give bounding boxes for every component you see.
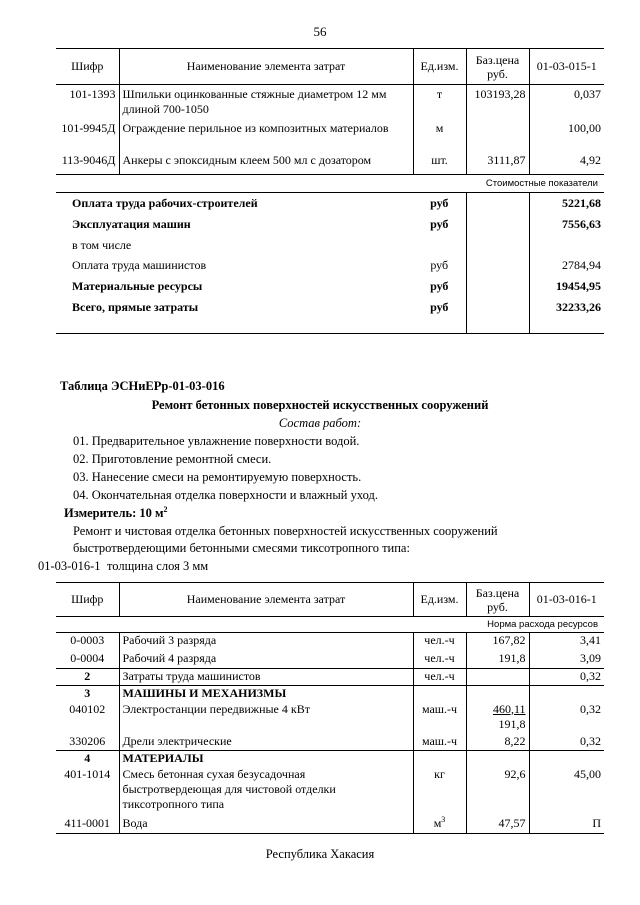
row-name: Рабочий 3 разряда [119, 633, 413, 651]
norm-label: Норма расхода ресурсов [56, 617, 604, 633]
section-title: Ремонт бетонных поверхностей искусственных сооружений [151, 398, 489, 412]
cost-unit [413, 235, 466, 255]
cost-name: в том числе [72, 237, 132, 252]
norm-label-row [56, 617, 604, 633]
resource-table-1 [56, 48, 604, 334]
table-row [56, 686, 604, 702]
cost-unit: руб [430, 278, 449, 293]
row-unit: маш.-ч [413, 702, 466, 734]
row-price-secondary: 191,8 [498, 716, 526, 731]
row-name: Шпильки оцинкованные стяжные диаметром 12 мм длиной 700-1050 [119, 85, 413, 121]
row-name: Дрели электрические [119, 734, 413, 751]
row-norm: 45,00 [529, 767, 604, 816]
header-norm-code: 01-03-015-1 [529, 49, 604, 85]
row-code: 101-9945Д [61, 120, 116, 135]
row-name: МАТЕРИАЛЫ [119, 751, 413, 767]
row-price [466, 702, 529, 734]
description-line: Ремонт и чистовая отделка бетонных поверхностей искусственных сооружений [73, 524, 498, 538]
table-label: Таблица ЭСНиЕРр-01-03-016 [60, 379, 225, 393]
header-name: Наименование элемента затрат [119, 583, 413, 617]
description-line: быстротвердеющими бетонными смесями тиксотропного типа: [73, 541, 410, 555]
composition-label: Состав работ: [278, 416, 362, 430]
row-norm: П [529, 816, 604, 834]
row-code: 101-1393 [69, 87, 116, 101]
row-code: 113-9046Д [61, 152, 116, 167]
table-row [56, 734, 604, 751]
meter-sup: 2 [163, 504, 168, 514]
work-step: 03. Нанесение смеси на ремонтируемую поверхность. [73, 470, 362, 484]
cost-row [56, 297, 604, 334]
row-name: Ограждение перильное из композитных материалов [119, 121, 413, 153]
table-row [56, 702, 604, 734]
row-code: 0-0004 [70, 650, 105, 665]
row-code: 0-0003 [70, 633, 105, 647]
row-norm: 100,00 [529, 121, 604, 153]
row-code: 4 [56, 751, 119, 767]
row-unit-sup: 3 [441, 814, 446, 824]
row-price-primary: 460,11 [492, 701, 526, 716]
table-row [56, 767, 604, 816]
table-row [56, 85, 604, 121]
row-norm: 0,32 [529, 734, 604, 751]
cost-unit: руб [430, 196, 449, 210]
table-row [56, 669, 604, 686]
table-row [56, 121, 604, 153]
cost-unit: руб [430, 216, 449, 231]
cost-label: Стоимостные показатели [56, 175, 604, 193]
row-unit: шт. [413, 153, 466, 175]
header-norm-code: 01-03-016-1 [529, 583, 604, 617]
item-code: 01-03-016-1 [38, 559, 101, 573]
cost-value: 19454,95 [529, 276, 604, 297]
cost-value: 32233,26 [529, 297, 604, 334]
page-number: 56 [313, 24, 327, 39]
header-code: Шифр [56, 583, 119, 617]
table-row [56, 651, 604, 669]
row-code: 040102 [69, 701, 106, 716]
row-name: Рабочий 4 разряда [119, 651, 413, 669]
footer: Республика Хакасия [265, 847, 375, 861]
row-name: Затраты труда машинистов [119, 669, 413, 686]
cost-name: Эксплуатация машин [72, 216, 191, 231]
cost-row [56, 276, 604, 297]
row-code: 2 [56, 669, 119, 686]
cost-name: Всего, прямые затраты [56, 297, 413, 334]
row-price: 191,8 [466, 651, 529, 669]
table-row [56, 816, 604, 834]
header-unit: Ед.изм. [413, 49, 466, 85]
row-unit: чел.-ч [413, 633, 466, 651]
header-code: Шифр [56, 49, 119, 85]
cost-name: Материальные ресурсы [72, 278, 203, 293]
cost-row [56, 255, 604, 276]
resource-table-2 [56, 582, 604, 834]
row-price: 47,57 [466, 816, 529, 834]
header-unit: Ед.изм. [413, 583, 466, 617]
row-unit: т [413, 85, 466, 121]
table-header [56, 49, 604, 85]
row-norm: 0,32 [529, 702, 604, 734]
header-name: Наименование элемента затрат [119, 49, 413, 85]
meter-text: Измеритель: 10 м [64, 506, 164, 520]
row-unit-text: м [433, 815, 442, 830]
row-code: 330206 [69, 733, 106, 748]
cost-row [56, 235, 604, 255]
cost-unit: руб [413, 297, 466, 334]
row-name: Вода [119, 816, 413, 834]
row-norm: 3,09 [529, 651, 604, 669]
row-code: 3 [56, 686, 119, 702]
row-unit: кг [413, 767, 466, 816]
table-row [56, 153, 604, 175]
row-price: 92,6 [466, 767, 529, 816]
cost-name: Оплата труда машинистов [72, 257, 207, 272]
cost-value: 5221,68 [529, 193, 604, 214]
row-name: МАШИНЫ И МЕХАНИЗМЫ [119, 686, 413, 702]
work-step: 01. Предварительное увлажнение поверхности водой. [73, 434, 360, 448]
row-unit: маш.-ч [413, 734, 466, 751]
table-row [56, 751, 604, 767]
row-price [466, 669, 529, 686]
row-price: 103193,28 [466, 85, 529, 121]
row-norm: 3,41 [529, 633, 604, 651]
row-code: 411-0001 [56, 816, 119, 834]
table-row [56, 633, 604, 651]
row-price: 167,82 [466, 633, 529, 651]
row-unit: м [413, 121, 466, 153]
row-code: 401-1014 [64, 766, 111, 781]
row-norm: 0,037 [529, 85, 604, 121]
work-step: 04. Окончательная отделка поверхности и влажный уход. [73, 488, 378, 502]
cost-value [529, 235, 604, 255]
cost-value: 2784,94 [529, 255, 604, 276]
table-header [56, 583, 604, 617]
row-unit [413, 816, 466, 834]
row-name: Электростанции передвижные 4 кВт [119, 702, 413, 734]
row-unit: чел.-ч [413, 651, 466, 669]
row-price [466, 121, 529, 153]
row-price: 8,22 [466, 734, 529, 751]
cost-row [56, 193, 604, 214]
row-name: Анкеры с эпоксидным клеем 500 мл с дозатором [119, 153, 413, 175]
cost-row [56, 214, 604, 235]
row-name: Смесь бетонная сухая безусадочная быстротвердеющая для чистовой отделки тиксотропного типа [119, 767, 413, 816]
cost-label-row [56, 175, 604, 193]
item-text: толщина слоя 3 мм [107, 559, 209, 573]
meter-label [64, 506, 168, 521]
row-price: 3111,87 [466, 153, 529, 175]
header-price: Баз.цена руб. [466, 583, 529, 617]
cost-value: 7556,63 [529, 214, 604, 235]
cost-name: Оплата труда рабочих-строителей [72, 196, 258, 210]
row-norm: 4,92 [529, 153, 604, 175]
work-step: 02. Приготовление ремонтной смеси. [73, 452, 272, 466]
cost-unit: руб [430, 257, 449, 272]
header-price: Баз.цена руб. [466, 49, 529, 85]
row-norm: 0,32 [529, 669, 604, 686]
row-unit: чел.-ч [413, 669, 466, 686]
